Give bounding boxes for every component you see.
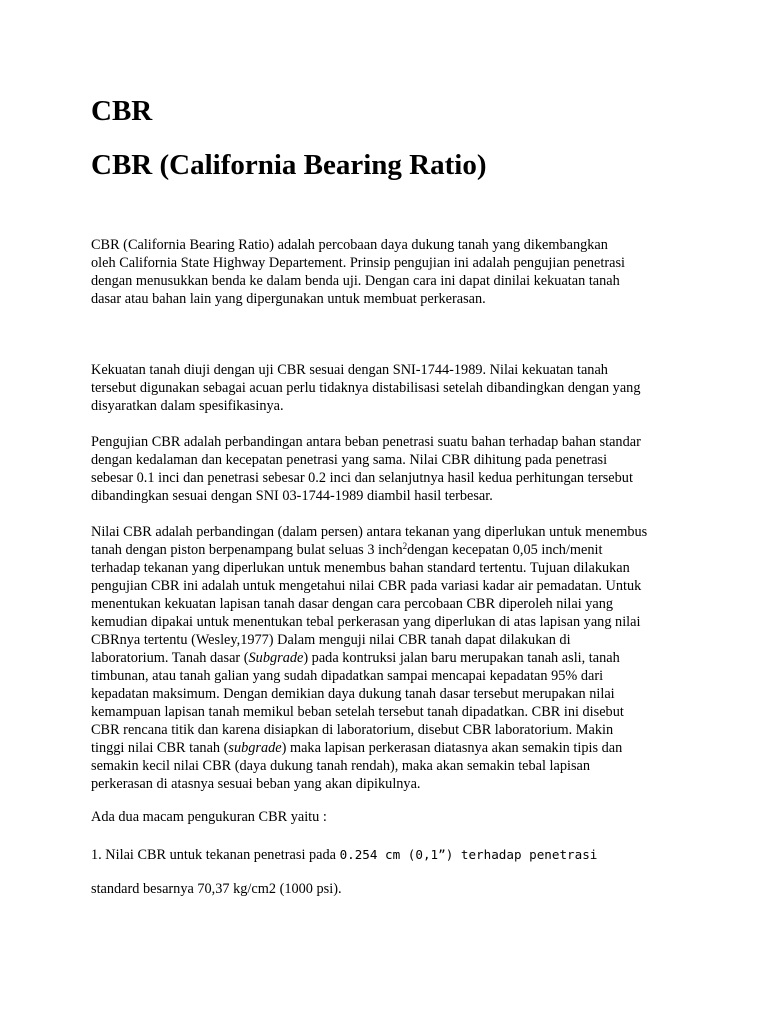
text-line: Nilai CBR adalah perbandingan (dalam persen) antara tekanan yang diperlukan untuk menembus — [91, 524, 648, 540]
text-line: CBR (California Bearing Ratio) adalah percobaan daya dukung tanah yang dikembangkan — [91, 237, 608, 253]
paragraph-cbr-value — [91, 523, 691, 793]
text-segment: ) pada kontruksi jalan baru merupakan tanah asli, tanah — [303, 650, 620, 666]
text-line: kemudian dipakai untuk menentukan tebal perkerasan yang diperlukan di atas lapisan yang nilai — [91, 614, 641, 630]
text-line: standard besarnya 70,37 kg/cm2 (1000 psi). — [91, 881, 342, 897]
text-segment: dengan kecepatan 0,05 inch/menit — [407, 542, 603, 558]
list-item-1-continuation — [91, 880, 691, 898]
italic-term: Subgrade — [248, 650, 304, 666]
text-segment: tinggi nilai CBR tanah ( — [91, 740, 229, 756]
text-line: sebesar 0.1 inci dan penetrasi sebesar 0.2 inci dan selanjutnya hasil kedua perhitungan tersebut — [91, 470, 633, 486]
list-item-1 — [91, 846, 691, 864]
text-line: timbunan, atau tanah galian yang sudah dipadatkan sampai mencapai kepadatan 95% dari — [91, 668, 604, 684]
text-line: menentukan kekuatan lapisan tanah dasar dengan cara percobaan CBR diperoleh nilai yang — [91, 596, 614, 612]
text-line: CBRnya tertentu (Wesley,1977) Dalam menguji nilai CBR tanah dapat dilakukan di — [91, 632, 571, 648]
text-segment: tanah dengan piston berpenampang bulat seluas 3 inch — [91, 542, 403, 558]
text-line: dengan kedalaman dan kecepatan penetrasi yang sama. Nilai CBR dihitung pada penetrasi — [91, 452, 608, 468]
paragraph-testing — [91, 433, 691, 505]
text-segment: ) maka lapisan perkerasan diatasnya akan semakin tipis dan — [281, 740, 623, 756]
text-line — [91, 846, 691, 864]
text-line: semakin kecil nilai CBR (daya dukung tanah rendah), maka akan semakin tebal lapisan — [91, 758, 591, 774]
text-line — [91, 649, 691, 667]
document-title: CBR — [91, 95, 153, 127]
text-segment: 1. Nilai CBR untuk tekanan penetrasi pada — [91, 847, 340, 863]
text-line: kemampuan lapisan tanah memikul beban setelah tersebut tanah dipadatkan. CBR ini disebut — [91, 704, 624, 720]
text-line: pengujian CBR ini adalah untuk mengetahui nilai CBR pada variasi kadar air pemadatan. Untuk — [91, 578, 642, 594]
text-segment: laboratorium. Tanah dasar ( — [91, 650, 249, 666]
text-line: terhadap tekanan yang diperlukan untuk menembus bahan standard tertentu. Tujuan dilakukan — [91, 560, 630, 576]
text-line: oleh California State Highway Departement. Prinsip pengujian ini adalah pengujian penetrasi — [91, 255, 625, 271]
document-subtitle: CBR (California Bearing Ratio) — [91, 149, 487, 181]
text-line: perkerasan di atasnya sesuai beban yang akan dipikulnya. — [91, 776, 421, 792]
text-line: dengan menusukkan benda ke dalam benda uji. Dengan cara ini dapat dinilai kekuatan tanah — [91, 273, 620, 289]
paragraph-definition — [91, 236, 691, 308]
text-line: dibandingkan sesuai dengan SNI 03-1744-1989 diambil hasil terbesar. — [91, 488, 493, 504]
text-line — [91, 739, 691, 757]
text-line — [91, 541, 691, 559]
italic-term: subgrade — [228, 740, 282, 756]
superscript: 2 — [402, 541, 408, 551]
text-line: dasar atau bahan lain yang dipergunakan untuk membuat perkerasan. — [91, 291, 486, 307]
text-line: CBR rencana titik dan karena disiapkan di laboratorium, disebut CBR laboratorium. Makin — [91, 722, 614, 738]
text-segment: 0.254 cm (0,1”) terhadap penetrasi — [339, 847, 598, 862]
list-intro — [91, 808, 691, 826]
text-line: Kekuatan tanah diuji dengan uji CBR sesuai dengan SNI-1744-1989. Nilai kekuatan tanah — [91, 362, 608, 378]
text-line: Ada dua macam pengukuran CBR yaitu : — [91, 809, 327, 825]
text-line: tersebut digunakan sebagai acuan perlu tidaknya distabilisasi setelah dibandingkan dengan yang — [91, 380, 641, 396]
text-line: Pengujian CBR adalah perbandingan antara beban penetrasi suatu bahan terhadap bahan standar — [91, 434, 641, 450]
paragraph-strength — [91, 361, 691, 415]
text-line: kepadatan maksimum. Dengan demikian daya dukung tanah dasar tersebut merupakan nilai — [91, 686, 615, 702]
text-line: disyaratkan dalam spesifikasinya. — [91, 398, 284, 414]
